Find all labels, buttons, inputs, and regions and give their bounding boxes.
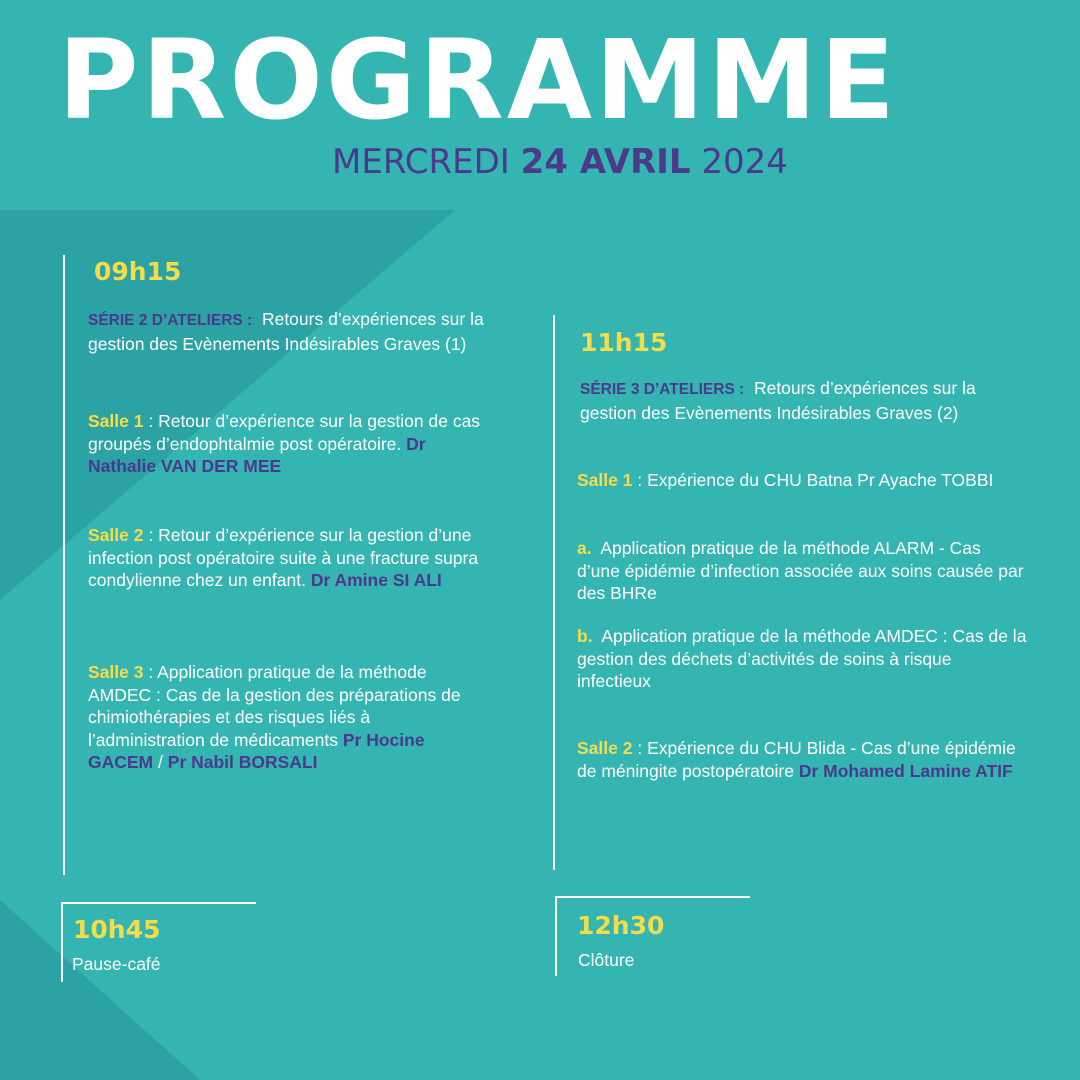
item-a-text: Application pratique de la méthode ALARM - Cas d’une épidémie d’infection associée aux soins causée par des BHRe (577, 538, 1024, 603)
break-label: Pause-café (72, 954, 161, 974)
serie-2-label: SÉRIE 2 D’ATELIERS : (88, 312, 253, 329)
salle-1-left-speaker: Dr Nathalie VAN DER MEE (88, 433, 426, 476)
salle-2-right (577, 737, 1017, 782)
closing-label: Clôture (578, 950, 635, 970)
salle-2-left-speaker: Dr Amine SI ALI (310, 570, 442, 590)
break-divider (61, 902, 63, 982)
speaker-separator: / (158, 752, 163, 772)
item-a-letter: a. (577, 538, 592, 558)
salle-2-left (88, 524, 488, 592)
salle-2-right-text: : Expérience du CHU Blida - Cas d’une épidémie de méningite postopératoire (577, 738, 1016, 781)
salle-2-right-label: Salle 2 (577, 738, 633, 758)
salle-3-left-speaker-1: Pr Hocine GACEM (88, 729, 425, 772)
time-0915: 09h15 (94, 257, 182, 286)
serie-2-description (88, 308, 508, 355)
left-block-divider (63, 255, 65, 875)
closing-divider (555, 896, 557, 976)
event-date (332, 140, 788, 184)
salle-2-right-speaker: Dr Mohamed Lamine ATIF (798, 760, 1013, 781)
workshop-item-a (577, 537, 1027, 605)
serie-3-description (580, 377, 1000, 424)
item-b-letter: b. (577, 626, 593, 646)
salle-1-left-label: Salle 1 (88, 411, 144, 431)
salle-2-left-label: Salle 2 (88, 525, 144, 545)
time-1230: 12h30 (577, 911, 665, 940)
salle-1-right (577, 469, 1007, 492)
page-title: PROGRAMME (58, 16, 899, 144)
serie-3-text: Retours d’expériences sur la gestion des Evènements Indésirables Graves (2) (580, 378, 976, 423)
salle-3-left-speaker-2: Pr Nabil BORSALI (167, 752, 318, 772)
right-block-divider (553, 315, 555, 870)
closing-top-rule (555, 896, 750, 898)
serie-3-label: SÉRIE 3 D’ATELIERS : (580, 381, 745, 398)
item-b-text: Application pratique de la méthode AMDEC : Cas de la gestion des déchets d’activités de soins à risque infectieux (577, 626, 1027, 691)
time-1045: 10h45 (73, 915, 161, 944)
salle-3-left (88, 661, 478, 774)
date-weekday: MERCREDI (332, 142, 510, 182)
break-top-rule (61, 902, 256, 904)
date-year: 2024 (701, 142, 788, 182)
time-1115: 11h15 (580, 328, 668, 357)
salle-3-left-label: Salle 3 (88, 662, 144, 682)
salle-3-left-text: : Application pratique de la méthode AMDEC : Cas de la gestion des préparations de chimiothérapies et des risques liés à l’administration de médicaments (88, 662, 461, 750)
date-day-month: 24 AVRIL (520, 142, 691, 182)
serie-2-text: Retours d’expériences sur la gestion des Evènements Indésirables Graves (1) (88, 309, 484, 354)
salle-1-right-text: : Expérience du CHU Batna Pr Ayache TOBBI (637, 470, 994, 490)
salle-1-right-label: Salle 1 (577, 470, 633, 490)
salle-1-left (88, 410, 493, 478)
salle-1-left-text: : Retour d’expérience sur la gestion de cas groupés d’endophtalmie post opératoire. (88, 411, 481, 454)
workshop-item-b (577, 625, 1027, 693)
salle-2-left-text: : Retour d’expérience sur la gestion d’une infection post opératoire suite à une fracture supra condylienne chez un enfant. (88, 525, 479, 590)
